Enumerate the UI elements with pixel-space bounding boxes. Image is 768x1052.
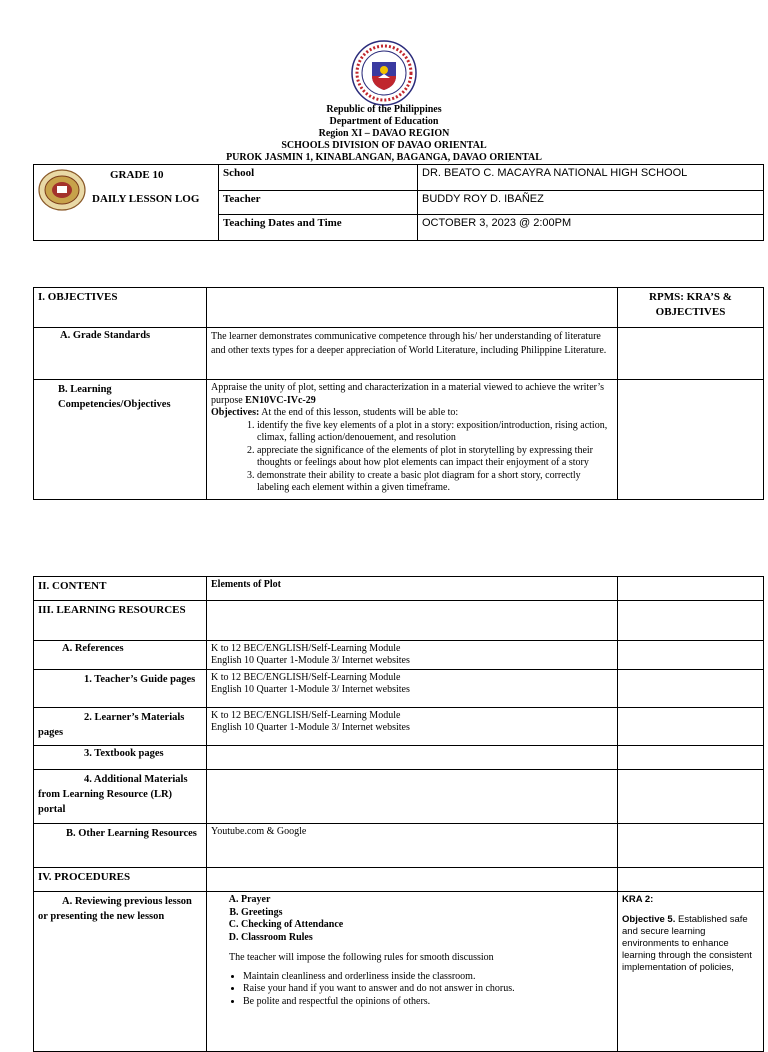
procedures-kra — [618, 868, 764, 892]
header-line-division: SCHOOLS DIVISION OF DAVAO ORIENTAL — [281, 140, 487, 151]
rule-item: • Be polite and respectful the opinions of others. — [243, 996, 613, 1009]
school-value: DR. BEATO C. MACAYRA NATIONAL HIGH SCHOOL — [418, 165, 764, 191]
procedure-steps — [211, 894, 613, 944]
kra-objective — [622, 914, 759, 974]
kra-objective-text: Established safe and secure learning environments to enhance learning through the consistent implementation of policies, — [622, 914, 752, 973]
grade-cell — [34, 165, 219, 241]
content-title: II. CONTENT — [34, 577, 207, 601]
info-table — [33, 164, 764, 241]
learning-competencies-cell — [207, 380, 618, 500]
lr-kra — [618, 601, 764, 641]
school-label: School — [219, 165, 418, 191]
step-attendance: C. Checking of Attendance — [241, 919, 613, 932]
rules-intro: The teacher will impose the following rules for smooth discussion — [229, 952, 494, 963]
objectives-prefix: Objectives: — [211, 407, 260, 418]
lc-text: Appraise the unity of plot, setting and characterization in a material viewed to achieve the writer’s purpose — [211, 382, 605, 406]
rule-item: • Raise your hand if you want to answer and do not answer in chorus. — [243, 983, 613, 996]
objective-item: 1. identify the five key elements of a plot in a story: exposition/introduction, rising action, climax, falling action/denouement, and resolution — [257, 420, 613, 445]
lc-code: EN10VC-IVc-29 — [245, 394, 316, 406]
lm-line-1: K to 12 BEC/ENGLISH/Self-Learning Module — [211, 710, 401, 721]
lc-kra — [618, 380, 764, 500]
grade-standards-kra — [618, 328, 764, 380]
objectives-title: I. OBJECTIVES — [34, 288, 207, 328]
references-cell — [207, 641, 618, 670]
tg-kra — [618, 670, 764, 708]
kra-title: KRA 2: — [622, 894, 654, 905]
am-blank — [207, 770, 618, 824]
rpms-heading: RPMS: KRA’S & OBJECTIVES — [618, 288, 764, 328]
content-kra — [618, 577, 764, 601]
tg-line-2: English 10 Quarter 1-Module 3/ Internet websites — [211, 684, 410, 695]
teacher-label: Teacher — [219, 191, 418, 215]
rule-item: • Maintain cleanliness and orderliness inside the classroom. — [243, 971, 613, 984]
objectives-list — [211, 420, 613, 495]
teachers-guide-label: 1. Teacher’s Guide pages — [34, 670, 207, 708]
learning-resources-title: III. LEARNING RESOURCES — [34, 601, 207, 641]
objectives-intro: At the end of this lesson, students will be able to: — [259, 407, 459, 418]
objectives-blank — [207, 288, 618, 328]
reviewing-lesson-label: A. Reviewing previous lesson or presenting the new lesson — [34, 892, 207, 1052]
objectives-table — [33, 287, 764, 500]
textbook-kra — [618, 746, 764, 770]
grade-label: GRADE 10 — [110, 169, 164, 181]
objective-item: 2. appreciate the significance of the elements of plot in storytelling by expressing their thoughts or feelings about how plot elements can impact their enjoyment of a story — [257, 445, 613, 470]
header-line-region: Region XI – DAVAO REGION — [318, 128, 450, 139]
school-logo-icon — [38, 169, 86, 211]
objective-item: 3. demonstrate their ability to create a basic plot diagram for a short story, correctly labeling each element within a given timeframe. — [257, 470, 613, 495]
step-rules: D. Classroom Rules — [241, 932, 613, 945]
am-kra — [618, 770, 764, 824]
log-title: DAILY LESSON LOG — [92, 193, 200, 205]
content-table — [33, 576, 764, 1052]
content-value: Elements of Plot — [207, 577, 618, 601]
kra-objective-label: Objective 5. — [622, 914, 676, 925]
step-prayer: A. Prayer — [241, 894, 613, 907]
step-greetings: B. Greetings — [241, 907, 613, 920]
grade-standards-text: The learner demonstrates communicative competence through his/ her understanding of literature and other texts types for a deeper appreciation of World Literature, including Philippine Literature. — [207, 328, 618, 380]
textbook-label: 3. Textbook pages — [34, 746, 207, 770]
teachers-guide-cell — [207, 670, 618, 708]
deped-seal-icon — [351, 40, 417, 106]
references-label: A. References — [34, 641, 207, 670]
header-line-republic: Republic of the Philippines — [326, 104, 442, 115]
lm-line-2: English 10 Quarter 1-Module 3/ Internet websites — [211, 722, 410, 733]
header-line-department: Department of Education — [329, 116, 439, 127]
textbook-blank — [207, 746, 618, 770]
lm-kra — [618, 708, 764, 746]
procedures-blank — [207, 868, 618, 892]
learning-competencies-label: B. Learning Competencies/Objectives — [34, 380, 207, 500]
other-resources-label: B. Other Learning Resources — [34, 824, 207, 868]
kra-cell — [618, 892, 764, 1052]
rules-list — [211, 971, 613, 1009]
procedures-title: IV. PROCEDURES — [34, 868, 207, 892]
grade-standards-label: A. Grade Standards — [34, 328, 207, 380]
learners-materials-cell — [207, 708, 618, 746]
additional-materials-label: 4. Additional Materials from Learning Resource (LR) portal — [34, 770, 207, 824]
olr-kra — [618, 824, 764, 868]
references-kra — [618, 641, 764, 670]
reviewing-lesson-cell — [207, 892, 618, 1052]
dates-label: Teaching Dates and Time — [219, 215, 418, 241]
references-line-2: English 10 Quarter 1-Module 3/ Internet websites — [211, 655, 410, 666]
references-line-1: K to 12 BEC/ENGLISH/Self-Learning Module — [211, 643, 401, 654]
dates-value: OCTOBER 3, 2023 @ 2:00PM — [418, 215, 764, 241]
header-line-address: PUROK JASMIN 1, KINABLANGAN, BAGANGA, DAVAO ORIENTAL — [226, 152, 542, 163]
tg-line-1: K to 12 BEC/ENGLISH/Self-Learning Module — [211, 672, 401, 683]
other-resources-value: Youtube.com & Google — [207, 824, 618, 868]
learners-materials-label: 2. Learner’s Materials pages — [34, 708, 207, 746]
teacher-value: BUDDY ROY D. IBAÑEZ — [418, 191, 764, 215]
lr-blank — [207, 601, 618, 641]
